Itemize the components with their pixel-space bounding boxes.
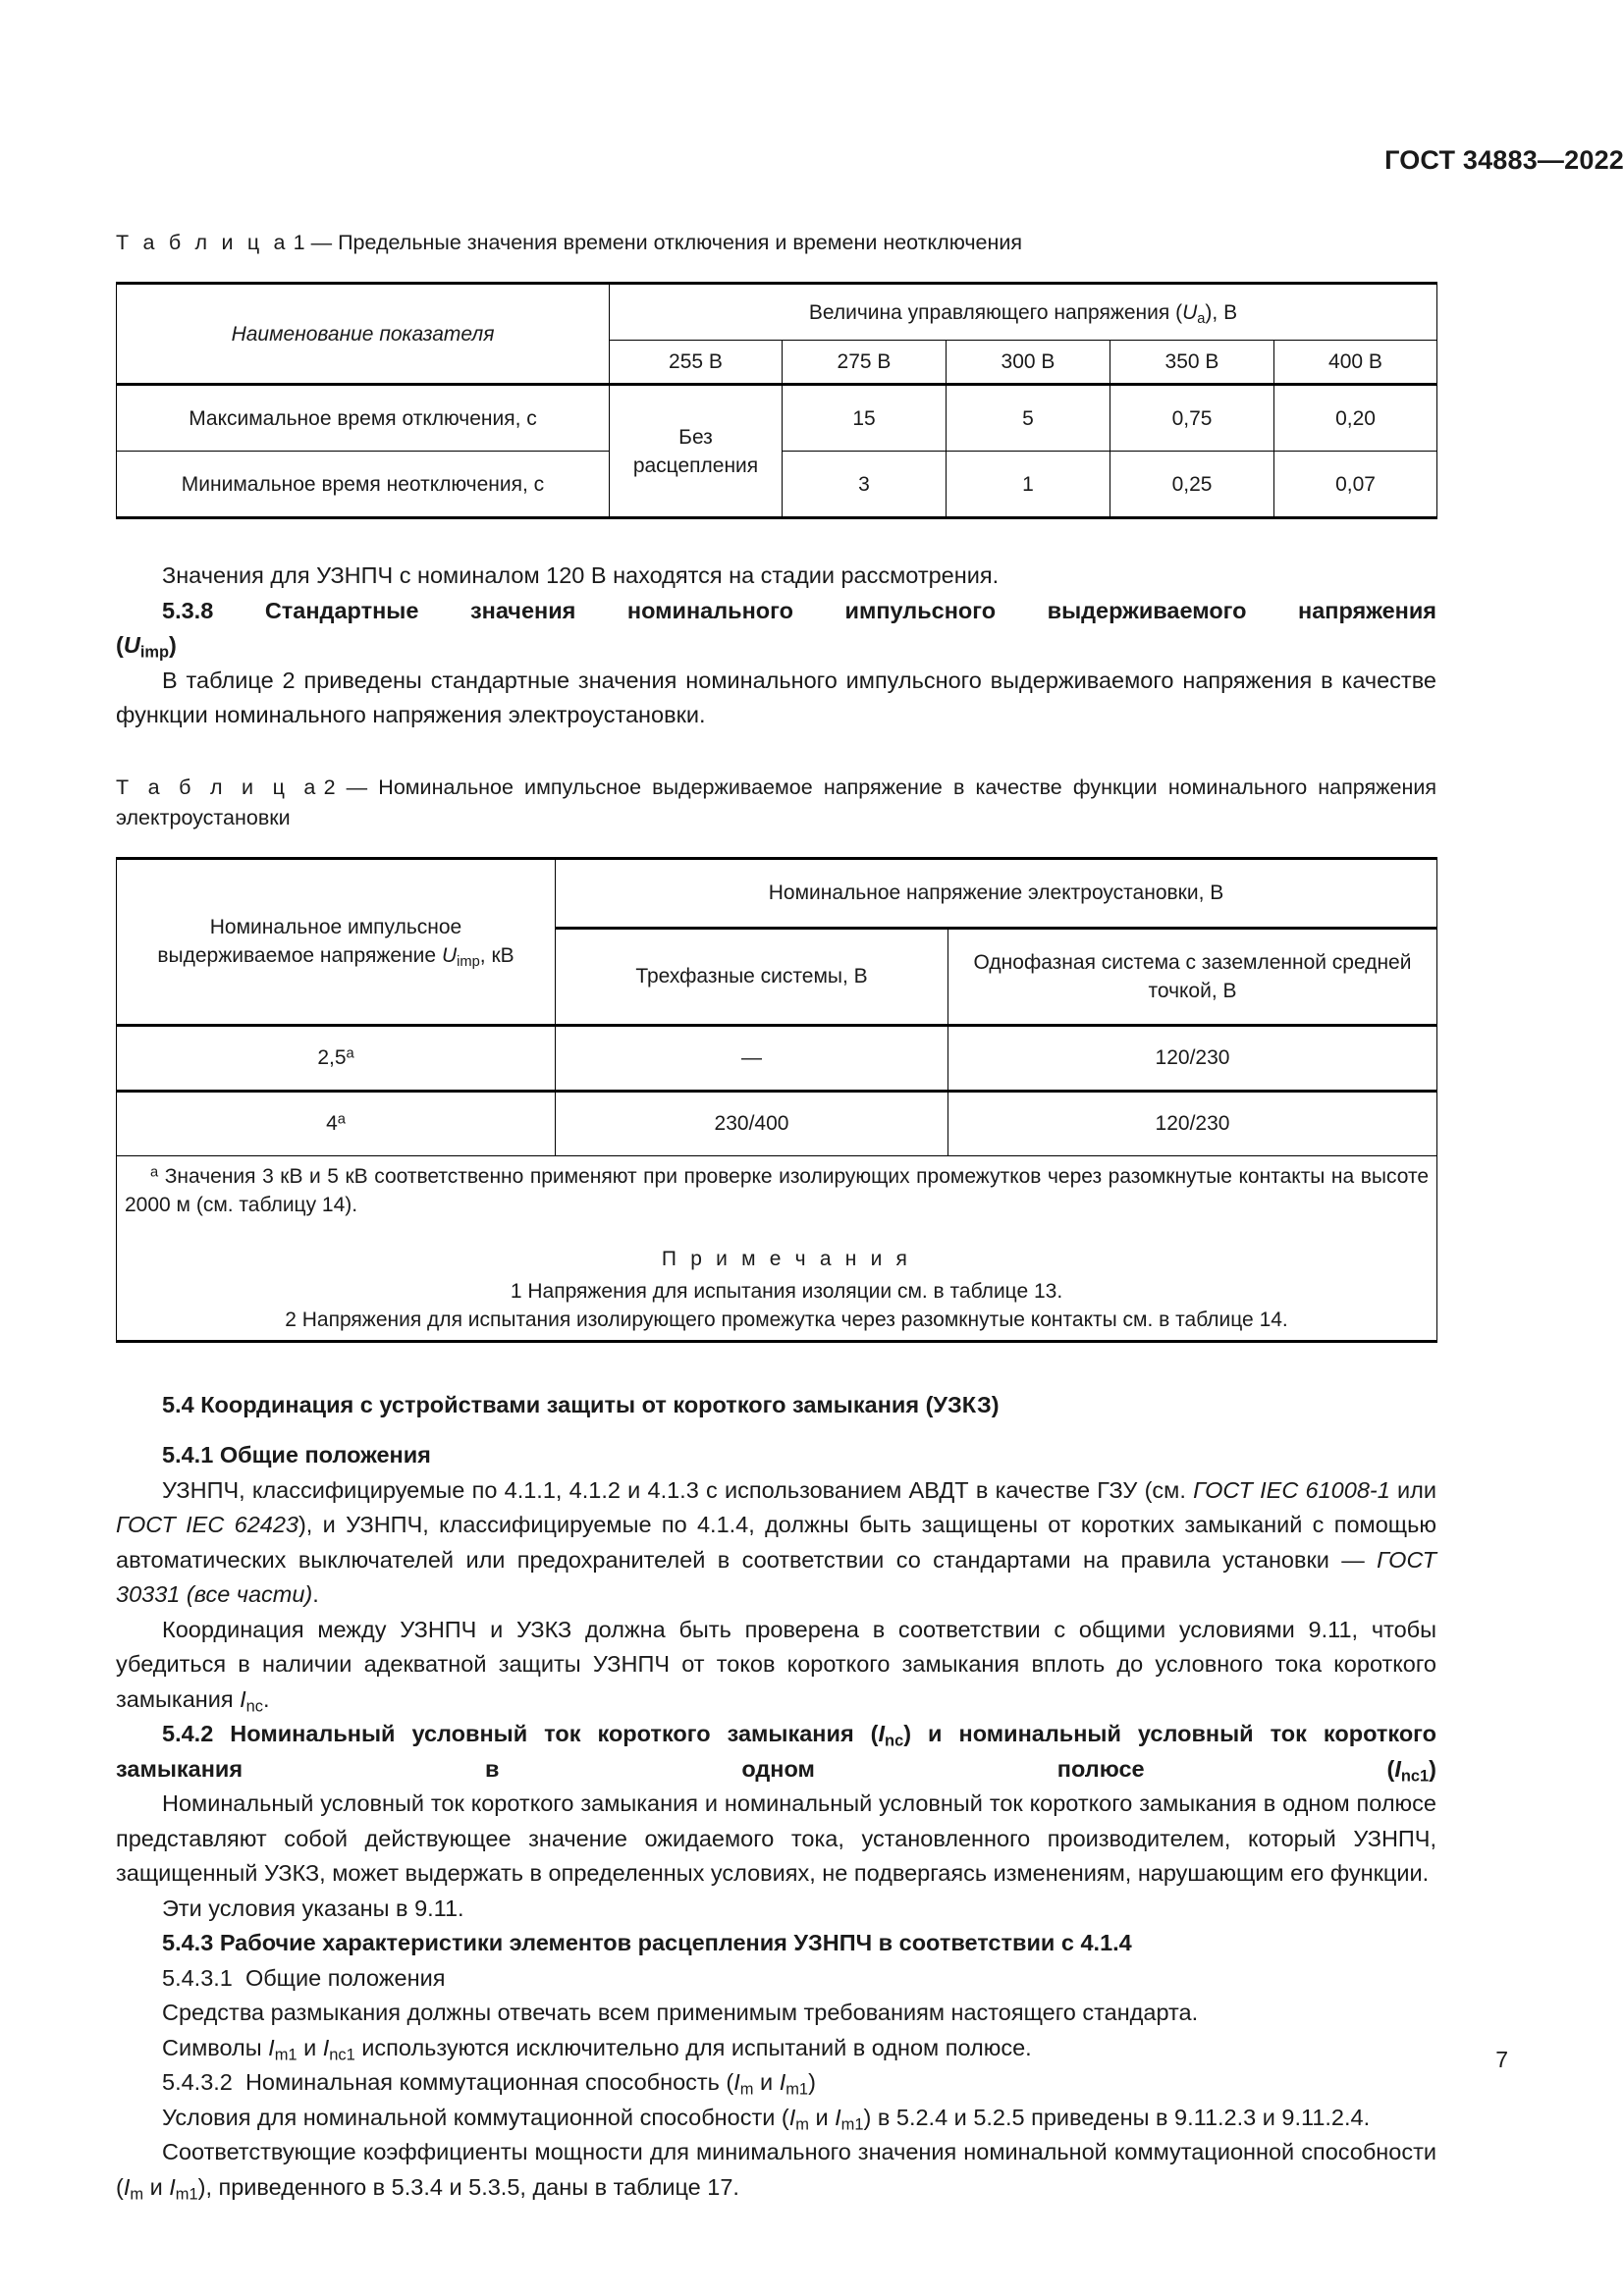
- table1-caption-word: Т а б л и ц а: [116, 231, 290, 254]
- table2-row2-single-phase: 120/230: [948, 1091, 1437, 1155]
- heading-5-4-2-sub1: nc: [885, 1732, 904, 1750]
- table2-col1-header-line1: Номинальное импульсное: [209, 916, 462, 938]
- paragraph-5-4-2-1: Номинальный условный ток короткого замыкания и номинальный условный ток короткого замыкания в одном полюсе представляют собой действующее значение ожидаемого тока, установленного производителем, который УЗНПЧ, защищенный УЗКЗ, может выдержать в определенных условиях, не подвергаясь изменениям, нарушающим его функции.: [116, 1790, 1436, 1886]
- para-5432-2-sym1: I: [123, 2173, 131, 2200]
- paragraph-120v: Значения для УЗНПЧ с номиналом 120 В находятся на стадии рассмотрения.: [162, 562, 1000, 588]
- paragraph-5-4-3-2-2: [116, 2135, 1436, 2205]
- para-5432-2-part2: и: [143, 2173, 170, 2200]
- table2-row2-uimp-note: a: [337, 1111, 346, 1128]
- table2-row1-uimp-value: 2,5: [317, 1046, 347, 1069]
- paragraph-5-4-3-1-2: [116, 2031, 1436, 2066]
- para-541-1-ref3: ГОСТ 30331 (все части): [116, 1546, 1436, 1607]
- document-header: ГОСТ 34883—2022: [1384, 145, 1624, 175]
- table1-row2-val-300: 1: [947, 452, 1110, 518]
- para-5432-2-sym2: I: [169, 2173, 176, 2200]
- para-5431-2-part3: используются исключительно для испытаний в одном полюсе.: [354, 2034, 1032, 2060]
- table1-name-header: Наименование показателя: [117, 284, 610, 385]
- table1-col-400: 400 В: [1274, 341, 1437, 385]
- table2-subheader-three-phase: Трехфазные системы, В: [556, 928, 948, 1025]
- heading-5-4-3-2: [116, 2065, 1436, 2101]
- paragraph-5-4-2-2: Эти условия указаны в 9.11.: [162, 1895, 464, 1921]
- table2-note-2: 2 Напряжения для испытания изолирующего промежутка через разомкнутые контакты см. в таблице 14.: [285, 1308, 1288, 1331]
- para-541-1-part2: или: [1389, 1476, 1436, 1503]
- table1-row1-val-400: 0,20: [1274, 385, 1437, 452]
- para-541-1-part4: .: [312, 1581, 319, 1607]
- heading-5-4-title: Координация с устройствами защиты от короткого замыкания (УЗКЗ): [200, 1391, 1000, 1417]
- para-5431-2-sub1: m1: [274, 2046, 298, 2064]
- table2-header-row-1: [117, 858, 1437, 928]
- table1-group-header-symbol: U: [1182, 300, 1198, 324]
- heading-5-4: [116, 1388, 1436, 1423]
- table1-row2-label: Минимальное время неотключения, с: [117, 452, 610, 518]
- paragraph-5-4-1-1: [116, 1473, 1436, 1613]
- table2-group-header: Номинальное напряжение электроустановки, В: [556, 858, 1437, 928]
- heading-5-4-2-sub2: nc1: [1400, 1767, 1430, 1786]
- para-541-2-symbol: I: [240, 1685, 246, 1712]
- table1-col-275: 275 В: [783, 341, 947, 385]
- heading-5432-sub1: m: [739, 2080, 754, 2099]
- para-541-1-ref1: ГОСТ IEC 61008-1: [1193, 1476, 1390, 1503]
- table2-notes-row: [117, 1155, 1437, 1341]
- table1-group-header: [610, 284, 1437, 341]
- table2-col1-header-line2-suffix: , кВ: [479, 944, 514, 967]
- heading-5-4-2-part2: ) и номинальный условный ток короткого замыкания в одном полюсе (: [116, 1721, 1437, 1782]
- heading-5432-part2: и: [753, 2069, 780, 2095]
- heading-5-4-1: [116, 1438, 1436, 1473]
- para-5432-1-sub2: m1: [840, 2115, 864, 2134]
- heading-5-4-2-symbol1: I: [878, 1721, 886, 1746]
- table1-row2-val-400: 0,07: [1274, 452, 1437, 518]
- table1-row1-val-275: 15: [783, 385, 947, 452]
- table1-row1-val-350: 0,75: [1110, 385, 1274, 452]
- para-5431-2-sub2: nc1: [329, 2046, 355, 2064]
- table2-notes-cell: [117, 1155, 1437, 1341]
- table1-group-header-sub: a: [1197, 310, 1206, 327]
- table2-row1-single-phase: 120/230: [948, 1025, 1437, 1091]
- table1-caption-number: 1: [293, 231, 305, 254]
- table1-group-header-suffix: ), В: [1205, 300, 1238, 324]
- para-541-1-part3: ), и УЗНПЧ, классифицируемые по 4.1.4, должны быть защищены от коротких замыканий с помощью автоматических выключателей или предохранителей в соответствии со стандартами на правила установки —: [116, 1512, 1436, 1573]
- table-row: [117, 1025, 1437, 1091]
- table1-merged-cell: Без расцепления: [610, 385, 783, 518]
- para-541-2-sub: nc: [245, 1697, 264, 1716]
- para-5432-2-sub1: m: [130, 2185, 144, 2204]
- table2-col1-header: [117, 858, 556, 1025]
- heading-5-4-2-part3: ): [1429, 1755, 1436, 1782]
- table1-col-300: 300 В: [947, 341, 1110, 385]
- table2-note-1: 1 Напряжения для испытания изоляции см. в таблице 13.: [510, 1279, 1063, 1303]
- para-5432-1-part1: Условия для номинальной коммутационной способности (: [162, 2104, 789, 2130]
- paragraph-5-4-3-2-1: [116, 2101, 1436, 2136]
- page-content: [116, 228, 1436, 2205]
- table-row: [117, 1091, 1437, 1155]
- heading-5-4-2: [116, 1717, 1436, 1787]
- table1-row2-val-275: 3: [783, 452, 947, 518]
- table2-notes-title: П р и м е ч а н и я: [661, 1247, 912, 1270]
- heading-5432-sym2: I: [779, 2069, 786, 2095]
- para-5432-2-part3: ), приведенного в 5.3.4 и 5.3.5, даны в таблице 17.: [197, 2173, 739, 2200]
- heading-5-4-3-number: 5.4.3: [162, 1930, 214, 1955]
- para-5431-2-part1: Символы: [162, 2034, 269, 2060]
- table2-subheader-single-phase: Однофазная система с заземленной средней точкой, В: [948, 928, 1437, 1025]
- table2-caption: [116, 773, 1436, 833]
- heading-5-4-2-number: 5.4.2: [162, 1721, 214, 1746]
- table1-col-350: 350 В: [1110, 341, 1274, 385]
- table2-row2-uimp-value: 4: [326, 1112, 338, 1135]
- heading-5-4-1-number: 5.4.1: [162, 1442, 214, 1468]
- heading-5-3-8-paren-open: (: [116, 632, 124, 658]
- heading-5-4-1-title: Общие положения: [219, 1442, 431, 1468]
- heading-5-3-8-line2: [116, 628, 1436, 664]
- table2-row1-uimp: [117, 1025, 556, 1091]
- para-5431-2-sym1: I: [268, 2034, 275, 2060]
- table2-footnote-marker: a: [150, 1163, 159, 1180]
- table1-caption: [116, 228, 1436, 258]
- table2-footnote-text: Значения 3 кВ и 5 кВ соответственно применяют при проверке изолирующих промежутков через разомкнутые контакты на высоте 2000 м (см. таблицу 14).: [125, 1164, 1430, 1216]
- table-row: [117, 385, 1437, 452]
- heading-5-3-8-number: 5.3.8: [162, 597, 214, 623]
- para-5432-1-sub1: m: [795, 2115, 809, 2134]
- para-541-2-part2: .: [263, 1685, 270, 1712]
- para-5431-2-sym2: I: [322, 2034, 330, 2060]
- para-5432-2-sub2: m1: [175, 2185, 198, 2204]
- table1-row2-val-350: 0,25: [1110, 452, 1274, 518]
- heading-5-4-3-title: Рабочие характеристики элементов расцепления УЗНПЧ в соответствии с 4.1.4: [219, 1930, 1132, 1955]
- heading-5432-part3: ): [808, 2069, 816, 2095]
- heading-5-4-2-symbol2: I: [1394, 1755, 1401, 1782]
- table2-row2-three-phase: 230/400: [556, 1091, 948, 1155]
- heading-5-4-3-1: [116, 1961, 1436, 1997]
- table2-row1-three-phase: —: [556, 1025, 948, 1091]
- table2-col1-header-sub: imp: [457, 954, 480, 971]
- para-541-1-part1: УЗНПЧ, классифицируемые по 4.1.1, 4.1.2 и 4.1.3 с использованием АВДТ в качестве ГЗУ (см.: [162, 1476, 1194, 1503]
- table2-caption-text: — Номинальное импульсное выдерживаемое напряжение в качестве функции номинального напряжения электроустановки: [116, 774, 1436, 829]
- heading-5-3-8-subscript: imp: [139, 643, 170, 662]
- heading-5432-sym1: I: [733, 2069, 740, 2095]
- paragraph-5-4-1-2: [116, 1613, 1436, 1718]
- heading-5-4-3-1-title: Общие положения: [244, 1964, 446, 1991]
- table2-caption-number: 2: [323, 774, 336, 799]
- page-number: 7: [1495, 2047, 1508, 2072]
- table2-row1-uimp-note: a: [346, 1045, 354, 1062]
- heading-5-3-8-symbol: U: [123, 632, 140, 658]
- heading-5432-part1: Номинальная коммутационная способность (: [244, 2069, 734, 2095]
- para-541-2-part1: Координация между УЗНПЧ и УЗКЗ должна быть проверена в соответствии с общими условиями 9.11, чтобы убедиться в наличии адекватной защиты УЗНПЧ от токов короткого замыкания вплоть до условного тока короткого замыкания: [116, 1616, 1436, 1712]
- heading-5-4-3-1-number: 5.4.3.1: [162, 1964, 233, 1991]
- table1-caption-text: — Предельные значения времени отключения и времени неотключения: [310, 231, 1023, 254]
- table2-col1-header-line2-prefix: выдерживаемое напряжение: [157, 944, 442, 967]
- heading-5-4-2-part1: Номинальный условный ток короткого замыкания (: [230, 1721, 879, 1746]
- table-1: [116, 282, 1437, 519]
- para-5432-2-part1: Соответствующие коэффициенты мощности для минимального значения номинальной коммутационной способности (: [116, 2139, 1436, 2200]
- para-5432-1-part2: и: [808, 2104, 836, 2130]
- table1-row1-label: Максимальное время отключения, с: [117, 385, 610, 452]
- table2-footnote: [125, 1162, 1429, 1219]
- paragraph-table2-intro: В таблице 2 приведены стандартные значения номинального импульсного выдерживаемого напряжения в качестве функции номинального напряжения электроустановки.: [116, 667, 1436, 727]
- table-2: [116, 857, 1437, 1343]
- table1-group-header-prefix: Величина управляющего напряжения (: [808, 300, 1183, 324]
- heading-5-4-3: [116, 1926, 1436, 1961]
- table2-row2-uimp: [117, 1091, 556, 1155]
- heading-5-3-8-title: Стандартные значения номинального импульсного выдерживаемого напряжения: [264, 597, 1437, 623]
- para-541-1-ref2: ГОСТ IEC 62423: [116, 1512, 298, 1537]
- paragraph-5-4-3-1-1: Средства размыкания должны отвечать всем применимым требованиям настоящего стандарта.: [162, 2000, 1199, 2025]
- table1-row1-val-300: 5: [947, 385, 1110, 452]
- heading-5432-sub2: m1: [785, 2080, 809, 2099]
- table1-header-row-1: [117, 284, 1437, 341]
- para-5432-1-sym2: I: [835, 2104, 841, 2130]
- heading-5-3-8-paren-close: ): [169, 632, 177, 658]
- table1-col-255: 255 В: [610, 341, 783, 385]
- heading-5-4-3-2-number: 5.4.3.2: [162, 2069, 233, 2095]
- table2-caption-word: Т а б л и ц а: [116, 774, 320, 799]
- para-5432-1-sym1: I: [788, 2104, 796, 2130]
- table2-col1-header-symbol: U: [441, 944, 458, 967]
- para-5432-1-part3: ) в 5.2.4 и 5.2.5 приведены в 9.11.2.3 и 9.11.2.4.: [863, 2104, 1371, 2130]
- heading-5-3-8: [116, 594, 1436, 629]
- heading-5-4-number: 5.4: [162, 1391, 194, 1417]
- para-5431-2-part2: и: [297, 2034, 323, 2060]
